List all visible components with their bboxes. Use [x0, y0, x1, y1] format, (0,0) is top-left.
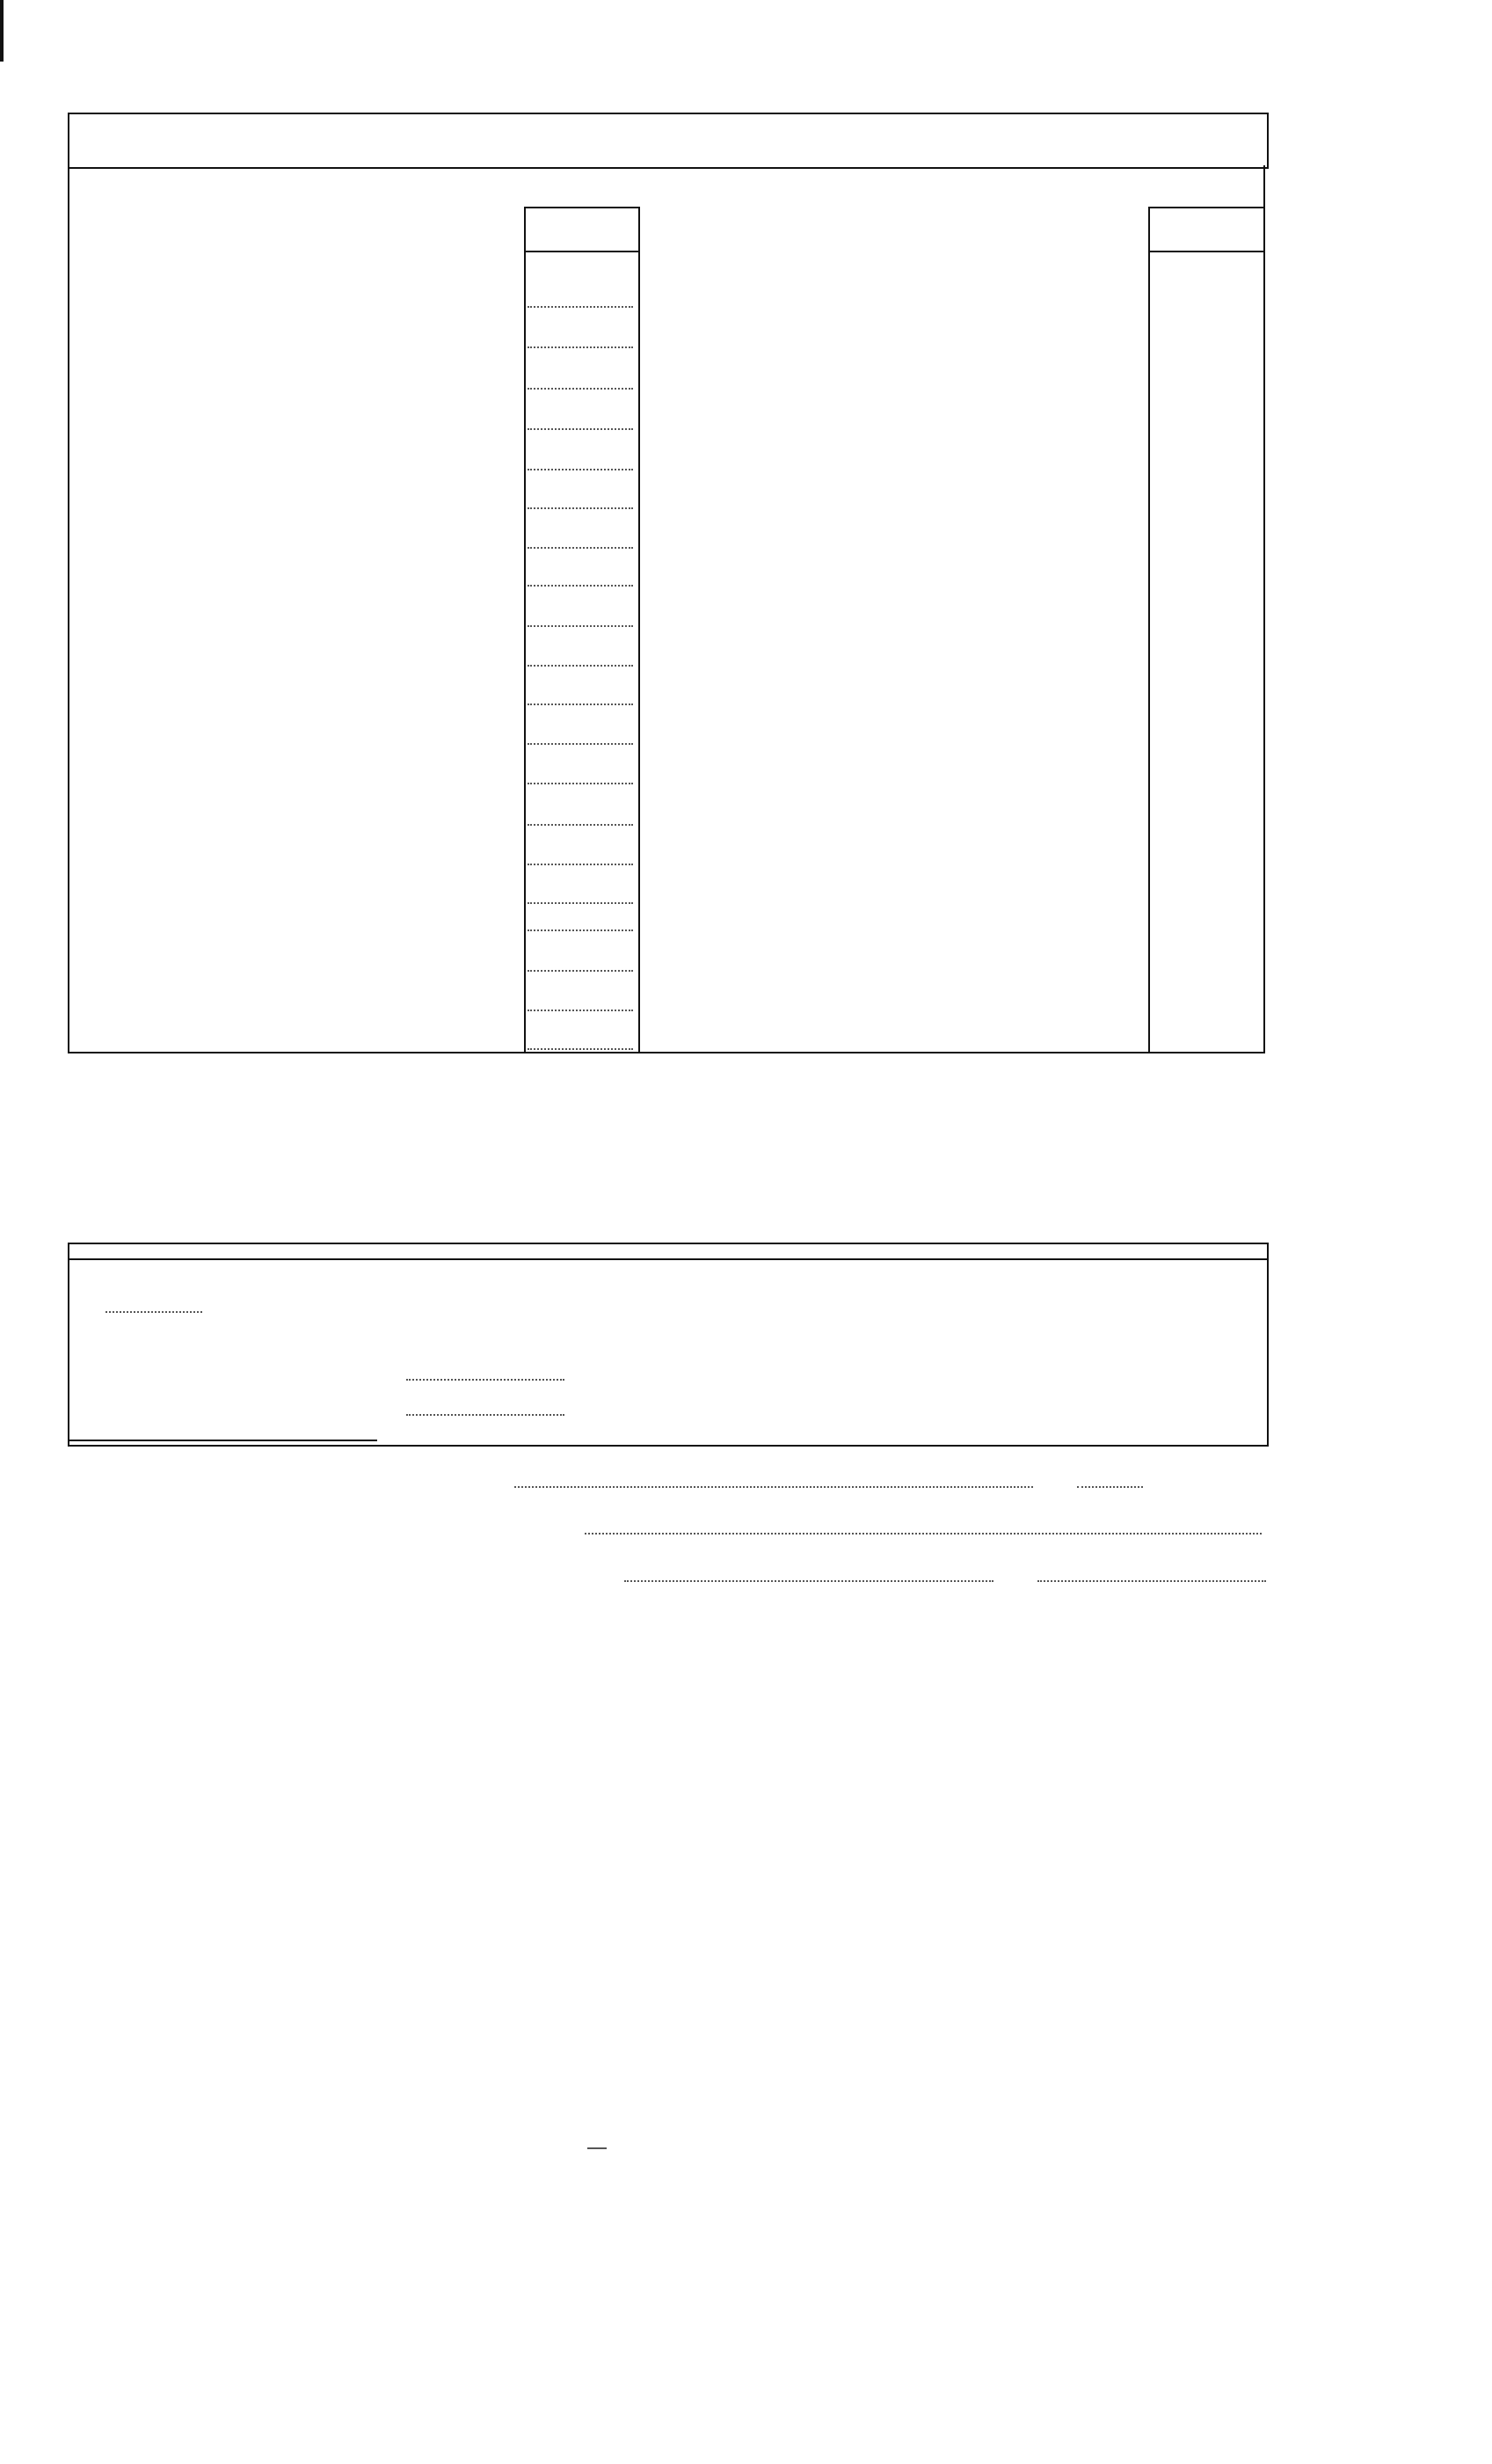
day-line [1077, 1486, 1143, 1488]
milk-amount-field[interactable] [406, 1379, 564, 1381]
fn8-rule [68, 1440, 377, 1441]
left-row-count-cell-18[interactable] [528, 940, 633, 972]
left-row-count-cell-1[interactable] [528, 276, 633, 308]
section2-header [69, 114, 1267, 128]
section2-header-box [68, 113, 1269, 169]
cream-amount-field[interactable] [406, 1414, 564, 1416]
left-row-count-cell-2[interactable] [528, 317, 633, 348]
left-row-count-cell-13[interactable] [528, 753, 633, 784]
q1-answer-field[interactable] [106, 1311, 202, 1313]
section2-bottom-border [68, 1052, 1265, 1053]
kreatur-title [91, 192, 100, 222]
left-row-count-cell-4[interactable] [528, 398, 633, 430]
section3-box [68, 1243, 1269, 1447]
left-row-count-cell-6[interactable] [528, 477, 633, 509]
left-row-count-cell-10[interactable] [528, 635, 633, 667]
left-row-count-cell-8[interactable] [528, 555, 633, 587]
left-row-count-cell-9[interactable] [528, 595, 633, 627]
name-line [585, 1533, 1262, 1535]
scan-edge-mark [0, 0, 4, 62]
left-row-count-cell-17[interactable] [528, 900, 633, 931]
right-antal-header [1150, 208, 1263, 252]
left-row-count-cell-19[interactable] [528, 980, 633, 1011]
left-row-count-cell-14[interactable] [528, 794, 633, 826]
stray-mark [587, 2147, 607, 2149]
left-row-count-cell-15[interactable] [528, 834, 633, 865]
left-row-count-cell-7[interactable] [528, 517, 633, 549]
right-antal-column [1148, 207, 1265, 1053]
postadress-line [624, 1580, 993, 1582]
section3-q1 [106, 1296, 202, 1317]
tel-line [1037, 1580, 1266, 1582]
left-row-count-cell-11[interactable] [528, 674, 633, 705]
section3-header [69, 1244, 1267, 1260]
place-line [514, 1486, 1033, 1488]
left-row-count-cell-3[interactable] [528, 358, 633, 390]
section2-left-border [68, 165, 69, 1053]
left-row-count-cell-20[interactable] [528, 1018, 633, 1050]
left-row-count-cell-5[interactable] [528, 439, 633, 470]
left-antal-header [526, 208, 638, 252]
left-row-count-cell-12[interactable] [528, 713, 633, 745]
